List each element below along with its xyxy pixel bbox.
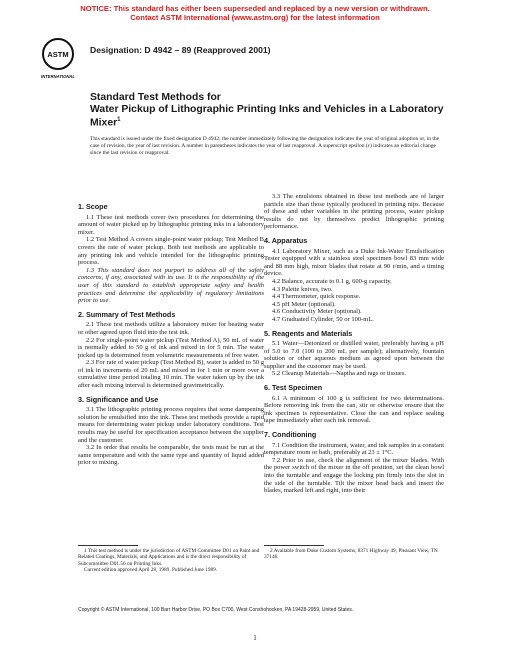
para-7-2: 7.2 Prior to use, check the alignment of the mixer blades. With the power switch of the mixer in the off position, set the clean bowl into the turntable and engage the locking pin firmly into the slot in the side of the turntable. Tilt the mixer head back and insert the blades, marked left and right, into their: [264, 456, 444, 495]
para-4-6: 4.6 Conductivity Meter (optional).: [272, 308, 362, 316]
para-3-1: 3.1 The lithographic printing process requires that some dampening solution be emulsified into the ink. These test methods provide a rapid means for determining water pickup under laboratory conditions. Test results may be useful for specification acceptance between the supplier and the customer.: [78, 406, 264, 444]
para-3-2: 3.2 In order that results be comparable, the tests must be run at the same temperature and with the same type and quantity of liquid added prior to mixing.: [78, 444, 264, 467]
footnote-rule-left: [78, 545, 138, 546]
para-4-2: 4.2 Balance, accurate to 0.1 g, 600-g capacity.: [272, 277, 392, 285]
para-4-5: 4.5 pH Meter (optional).: [272, 300, 336, 308]
notice-line-2: Contact ASTM International (www.astm.org) for the latest information: [130, 13, 380, 22]
section-2-heading: 2. Summary of Test Methods: [78, 309, 176, 319]
svg-text:ASTM: ASTM: [47, 50, 69, 59]
footnote-rule-right: [264, 545, 324, 546]
standard-label: Standard Test Methods for: [90, 92, 221, 103]
para-4-4: 4.4 Thermometer, quick response.: [272, 293, 361, 301]
footnote-1: 1 This test method is under the jurisdiction of ASTM Committee D01 on Paint and Related Coatings, Materials, and Applications and is the direct responsibility of Subcommittee D01.56 on Printing Inks.: [78, 548, 260, 567]
para-6-1: 6.1 A minimum of 100 g is sufficient for two determinations. Before removing ink from the can, stir or otherwise ensure that the ink specimen is representative. Close the can and replace sealing tape immediately after each ink removal.: [264, 394, 444, 425]
svg-text:INTERNATIONAL: INTERNATIONAL: [41, 74, 75, 79]
para-4-3: 4.3 Palette knives, two.: [272, 285, 333, 293]
para-7-1: 7.1 Condition the instrument, water, and ink samples in a constant temperature room or bath, preferably at 23 ± 1°C.: [264, 441, 444, 457]
right-column: [264, 193, 444, 495]
section-7-heading: 7. Conditioning: [264, 430, 317, 440]
title-text: Water Pickup of Lithographic Printing Inks and Vehicles in a Laboratory Mixer: [90, 103, 444, 129]
footnote-2: 2 Available from Duke Custom Systems, 8371 Highway 49, Pleasant View, TN 37146.: [264, 548, 438, 561]
para-5-1: 5.1 Water—Deionized or distilled water, preferably having a pH of 5.0 to 7.0 (100 to 200 mL per sample); alternatively, fountain solution or other aqueous medium as agreed upon between the supplier and the customer may be used.: [264, 340, 444, 370]
para-5-2: 5.2 Cleanup Materials—Naptha and rags or tissues.: [272, 370, 406, 378]
para-3-3: 3.3 The emulsions obtained in these test methods are of larger particle size than those typically produced in printing nips. Because of these and other variables in the printing process, water pickup results do not by themselves predict lithographic printing performance.: [264, 193, 444, 231]
copyright-line: Copyright © ASTM International, 100 Barr Harbor Drive, PO Box C700, West Conshohocken, PA 19428-2959, United States.: [78, 607, 354, 613]
designation: Designation: D 4942 – 89 (Reapproved 2001): [90, 45, 271, 55]
astm-logo: [40, 36, 76, 82]
para-2-3: 2.3 For rate of water pickup (Test Method B), water is added to 50 g of ink in increments of 20 mL and mixed in for 1 min or more over a cumulative time period totaling 10 min. The water taken up by the ink after each mixing interval is determined gravimetrically.: [78, 359, 264, 390]
section-4-heading: 4. Apparatus: [264, 235, 308, 245]
notice-line-1: NOTICE: This standard has either been superseded and replaced by a new version or withdrawn.: [80, 4, 430, 13]
issued-statement: This standard is issued under the fixed designation D 4942; the number immediately following the designation indicates the year of original adoption or, in the case of revision, the year of last revision. A number in parentheses indicates the year of last reapproval. A superscript epsilon (ε) indicates an editorial change since the last revision or reapproval.: [90, 136, 440, 157]
para-4-7: 4.7 Graduated Cylinder, 50 or 100-mL.: [272, 315, 374, 323]
document-title: [90, 104, 470, 129]
section-3-heading: 3. Significance and Use: [78, 394, 159, 404]
para-1-1: 1.1 These test methods cover two procedures for determining the amount of water picked up by lithographic printing inks in a laboratory mixer.: [78, 213, 264, 236]
withdrawal-notice: [0, 4, 510, 22]
page-number: 1: [253, 634, 257, 642]
para-1-3: 1.3 This standard does not purport to address all of the safety concerns, if any, associated with its use. It is the responsibility of the user of this standard to establish appropriate safety and health practices and determine the applicability of regulatory limitations prior to use.: [78, 266, 264, 305]
title-footnote-ref: 1: [117, 117, 121, 123]
footnote-left: [78, 548, 264, 573]
left-column: [78, 193, 264, 467]
section-5-heading: 5. Reagents and Materials: [264, 328, 353, 338]
section-6-heading: 6. Test Specimen: [264, 383, 323, 393]
para-2-1: 2.1 These test methods utilize a laboratory mixer for beating water or other agreed upon fluid into the test ink.: [78, 321, 264, 336]
footnote-1-edition: Current edition approved April 28, 1989. Published June 1989.: [84, 566, 218, 573]
section-1-heading: 1. Scope: [78, 202, 108, 211]
para-2-2: 2.2 For single-point water pickup (Test Method A), 50 mL of water is normally added to 50 g of ink and mixed in for 5 min. The water picked up is determined from volumetric measurements of free water.: [78, 336, 264, 359]
para-1-2: 1.2 Test Method A covers single-point water pickup; Test Method B covers the rate of water pickup. Both test methods are applicable to any printing ink and vehicle intended for the lithographic printing process.: [78, 236, 264, 267]
para-4-1: 4.1 Laboratory Mixer, such as a Duke Ink-Water Emulsification Tester equipped with a stainless steel specimen bowl 83 mm wide and 88 mm high, mixer blades that rotate at 90 r/min, and a timing device.: [264, 247, 444, 278]
footnote-right: [264, 548, 444, 561]
